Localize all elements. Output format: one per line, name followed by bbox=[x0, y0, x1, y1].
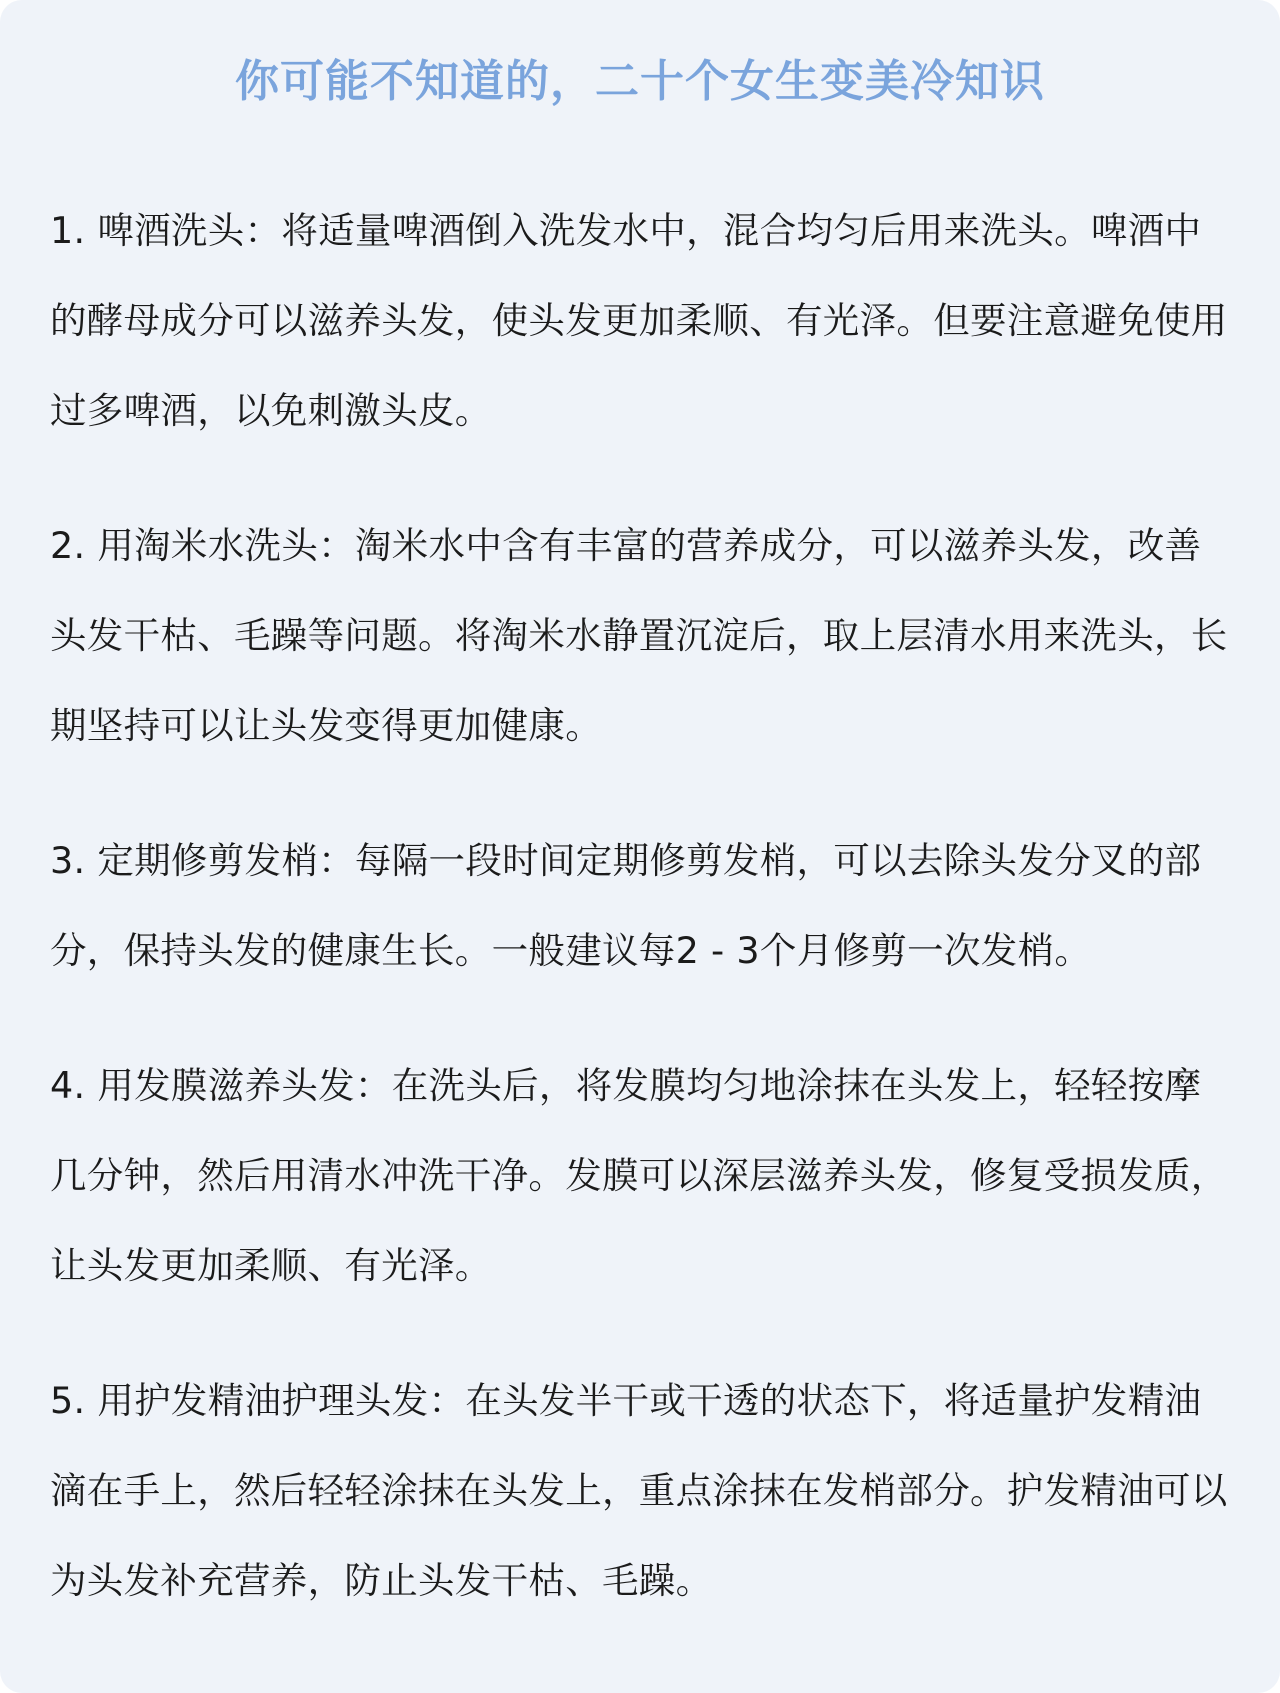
article-title: 你可能不知道的，二十个女生变美冷知识 bbox=[235, 56, 1045, 107]
tip-paragraph: 3. 定期修剪发梢：每隔一段时间定期修剪发梢，可以去除头发分叉的部分，保持头发的健康生长。一般建议每2 - 3个月修剪一次发梢。 bbox=[50, 839, 1202, 972]
tip-paragraph: 4. 用发膜滋养头发：在洗头后，将发膜均匀地涂抹在头发上，轻轻按摩几分钟，然后用清水冲洗干净。发膜可以深层滋养头发，修复受损发质，让头发更加柔顺、有光泽。 bbox=[50, 1064, 1228, 1287]
tips-list bbox=[50, 186, 1230, 1671]
tip-paragraph: 5. 用护发精油护理头发：在头发半干或干透的状态下，将适量护发精油滴在手上，然后轻轻涂抹在头发上，重点涂抹在发梢部分。护发精油可以为头发补充营养，防止头发干枯、毛躁。 bbox=[50, 1379, 1228, 1602]
tip-paragraph: 1. 啤酒洗头：将适量啤酒倒入洗发水中，混合均匀后用来洗头。啤酒中的酵母成分可以滋养头发，使头发更加柔顺、有光泽。但要注意避免使用过多啤酒，以免刺激头皮。 bbox=[50, 209, 1228, 432]
tip-paragraph: 2. 用淘米水洗头：淘米水中含有丰富的营养成分，可以滋养头发，改善头发干枯、毛躁等问题。将淘米水静置沉淀后，取上层清水用来洗头，长期坚持可以让头发变得更加健康。 bbox=[50, 524, 1228, 747]
